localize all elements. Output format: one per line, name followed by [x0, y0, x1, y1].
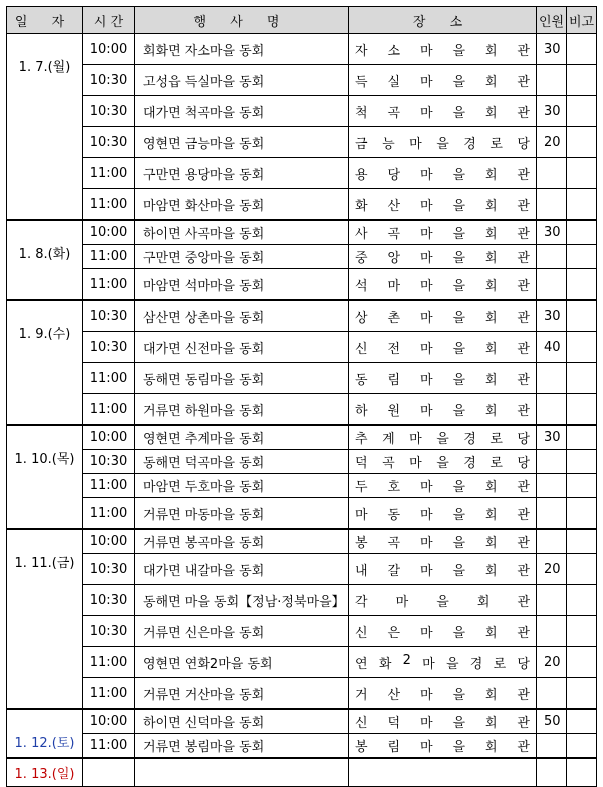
count-cell: [537, 269, 567, 301]
place-cell: [349, 554, 537, 585]
place-text: 사 곡 마 을 회 관: [355, 227, 530, 242]
table-row: [7, 158, 597, 189]
place-cell: [349, 647, 537, 678]
time-cell: 10:30: [83, 65, 135, 96]
note-cell: [567, 474, 597, 498]
table-row: [7, 758, 597, 787]
event-cell: 동해면 마을 동회【정남·정북마을】: [135, 585, 349, 616]
note-cell: [567, 529, 597, 554]
note-cell: [567, 127, 597, 158]
header-row: [7, 7, 597, 34]
count-cell: [537, 189, 567, 221]
time-cell: 11:00: [83, 269, 135, 301]
place-cell: [349, 363, 537, 394]
event-cell: 대가면 척곡마을 동회: [135, 96, 349, 127]
place-cell: [349, 189, 537, 221]
note-cell: [567, 647, 597, 678]
place-cell: [349, 245, 537, 269]
note-cell: [567, 616, 597, 647]
table-row: [7, 300, 597, 332]
date-cell: 1. 13.(일): [7, 758, 83, 787]
time-cell: 10:30: [83, 332, 135, 363]
count-cell: [537, 498, 567, 530]
event-cell: 동해면 동림마을 동회: [135, 363, 349, 394]
time-cell: 10:30: [83, 450, 135, 474]
place-cell: [349, 300, 537, 332]
count-cell: 30: [537, 34, 567, 65]
note-cell: [567, 498, 597, 530]
event-cell: 고성읍 득실마을 동회: [135, 65, 349, 96]
table-row: [7, 734, 597, 759]
place-cell: [349, 127, 537, 158]
count-cell: [537, 734, 567, 759]
time-cell: 11:00: [83, 158, 135, 189]
place-cell: [349, 474, 537, 498]
place-cell: [349, 332, 537, 363]
place-cell: [349, 529, 537, 554]
place-text: 동 림 마 을 회 관: [355, 372, 530, 388]
note-cell: [567, 189, 597, 221]
place-cell: [349, 450, 537, 474]
note-cell: [567, 269, 597, 301]
time-cell: 11:00: [83, 647, 135, 678]
schedule-table: [6, 6, 597, 787]
place-cell: [349, 585, 537, 616]
place-text: 하 원 마 을 회 관: [355, 403, 530, 419]
note-cell: [567, 363, 597, 394]
place-text: 중 앙 마 을 회 관: [355, 251, 530, 266]
count-cell: 30: [537, 96, 567, 127]
count-cell: 20: [537, 647, 567, 678]
count-cell: [537, 245, 567, 269]
time-cell: 10:30: [83, 300, 135, 332]
count-cell: [537, 616, 567, 647]
note-cell: [567, 394, 597, 426]
count-cell: 30: [537, 425, 567, 450]
place-text: 용 당 마 을 회 관: [355, 167, 530, 183]
time-cell: 11:00: [83, 734, 135, 759]
time-cell: 10:30: [83, 554, 135, 585]
table-row: [7, 474, 597, 498]
table-row: [7, 529, 597, 554]
time-cell: 11:00: [83, 245, 135, 269]
place-text: 추 계 마 을 경 로 당: [355, 432, 530, 447]
place-text: 화 산 마 을 회 관: [355, 198, 530, 214]
event-cell: 거류면 봉곡마을 동회: [135, 529, 349, 554]
table-row: [7, 709, 597, 734]
header-event: 행 사 명: [135, 7, 349, 34]
note-cell: [567, 425, 597, 450]
table-row: [7, 363, 597, 394]
place-cell: [349, 498, 537, 530]
place-cell: [349, 734, 537, 759]
note-cell: [567, 554, 597, 585]
event-cell: 대가면 내갈마을 동회: [135, 554, 349, 585]
event-cell: 대가면 신전마을 동회: [135, 332, 349, 363]
header-date: 일 자: [7, 7, 83, 34]
time-cell: 11:00: [83, 189, 135, 221]
place-text: 상 촌 마 을 회 관: [355, 310, 530, 326]
note-cell: [567, 734, 597, 759]
table-row: [7, 394, 597, 426]
table-row: [7, 616, 597, 647]
note-cell: [567, 220, 597, 245]
event-cell: 거류면 거산마을 동회: [135, 678, 349, 710]
table-row: [7, 332, 597, 363]
time-cell: 10:00: [83, 425, 135, 450]
place-cell: [349, 34, 537, 65]
event-cell: 영현면 추계마을 동회: [135, 425, 349, 450]
count-cell: 50: [537, 709, 567, 734]
count-cell: [537, 158, 567, 189]
place-text: 각 마 을 회 관: [355, 594, 530, 610]
time-cell: 11:00: [83, 363, 135, 394]
note-cell: [567, 758, 597, 787]
note-cell: [567, 158, 597, 189]
event-cell: 하이면 사곡마을 동회: [135, 220, 349, 245]
place-text: 척 곡 마 을 회 관: [355, 105, 530, 121]
place-text: 득 실 마 을 회 관: [355, 74, 530, 90]
time-cell: 10:30: [83, 616, 135, 647]
place-text: 내 갈 마 을 회 관: [355, 563, 530, 579]
table-row: [7, 585, 597, 616]
time-cell: 11:00: [83, 474, 135, 498]
place-text: 신 전 마 을 회 관: [355, 341, 530, 357]
event-cell: 하이면 신덕마을 동회: [135, 709, 349, 734]
place-text: 두 호 마 을 회 관: [355, 480, 530, 495]
place-cell: [349, 65, 537, 96]
note-cell: [567, 245, 597, 269]
count-cell: 30: [537, 300, 567, 332]
table-row: [7, 678, 597, 710]
place-text: 연 화 2 마 을 경 로 당: [355, 652, 530, 672]
count-cell: [537, 394, 567, 426]
count-cell: 20: [537, 127, 567, 158]
place-cell: [349, 269, 537, 301]
time-cell: 10:00: [83, 709, 135, 734]
table-row: [7, 96, 597, 127]
date-cell: 1. 9.(수): [7, 300, 83, 425]
note-cell: [567, 585, 597, 616]
place-text: 봉 곡 마 을 회 관: [355, 536, 530, 551]
place-cell: [349, 425, 537, 450]
note-cell: [567, 678, 597, 710]
event-cell: 마암면 석마마을 동회: [135, 269, 349, 301]
place-text: 금 능 마 을 경 로 당: [355, 136, 530, 152]
count-cell: [537, 450, 567, 474]
time-cell: 11:00: [83, 678, 135, 710]
table-row: [7, 425, 597, 450]
event-cell: [135, 758, 349, 787]
time-cell: [83, 758, 135, 787]
date-cell: 1. 11.(금): [7, 529, 83, 709]
event-cell: 영현면 연화2마을 동회: [135, 647, 349, 678]
time-cell: 10:00: [83, 220, 135, 245]
note-cell: [567, 300, 597, 332]
count-cell: [537, 585, 567, 616]
place-text: 신 은 마 을 회 관: [355, 625, 530, 641]
place-text: 자 소 마 을 회 관: [355, 43, 530, 59]
event-cell: 구만면 용당마을 동회: [135, 158, 349, 189]
count-cell: [537, 474, 567, 498]
event-cell: 영현면 금능마을 동회: [135, 127, 349, 158]
event-cell: 회화면 자소마을 동회: [135, 34, 349, 65]
header-count: 인원: [537, 7, 567, 34]
header-place: 장 소: [349, 7, 537, 34]
note-cell: [567, 96, 597, 127]
table-row: [7, 554, 597, 585]
table-row: [7, 65, 597, 96]
place-cell: [349, 678, 537, 710]
count-cell: [537, 363, 567, 394]
schedule-body: [7, 34, 597, 787]
count-cell: [537, 758, 567, 787]
place-text: 덕 곡 마 을 경 로 당: [355, 456, 530, 471]
place-cell: [349, 158, 537, 189]
event-cell: 거류면 마동마을 동회: [135, 498, 349, 530]
time-cell: 11:00: [83, 498, 135, 530]
note-cell: [567, 34, 597, 65]
table-row: [7, 189, 597, 221]
place-cell: [349, 96, 537, 127]
place-cell: [349, 220, 537, 245]
note-cell: [567, 709, 597, 734]
place-text: 마 동 마 을 회 관: [355, 507, 530, 523]
table-row: [7, 498, 597, 530]
event-cell: 동해면 덕곡마을 동회: [135, 450, 349, 474]
table-row: [7, 647, 597, 678]
place-cell: [349, 394, 537, 426]
event-cell: 마암면 화산마을 동회: [135, 189, 349, 221]
count-cell: 40: [537, 332, 567, 363]
event-cell: 삼산면 상촌마을 동회: [135, 300, 349, 332]
table-row: [7, 450, 597, 474]
table-row: [7, 34, 597, 65]
event-cell: 구만면 중앙마을 동회: [135, 245, 349, 269]
count-cell: 20: [537, 554, 567, 585]
note-cell: [567, 65, 597, 96]
place-text: 신 덕 마 을 회 관: [355, 716, 530, 731]
place-text: 석 마 마 을 회 관: [355, 278, 530, 294]
place-text: 거 산 마 을 회 관: [355, 687, 530, 703]
header-note: 비고: [567, 7, 597, 34]
date-cell: 1. 10.(목): [7, 425, 83, 529]
date-cell: 1. 7.(월): [7, 34, 83, 221]
table-row: [7, 220, 597, 245]
count-cell: [537, 678, 567, 710]
table-row: [7, 269, 597, 301]
event-cell: 거류면 하원마을 동회: [135, 394, 349, 426]
schedule-sheet: [6, 6, 596, 787]
table-row: [7, 245, 597, 269]
event-cell: 마암면 두호마을 동회: [135, 474, 349, 498]
place-cell: [349, 709, 537, 734]
count-cell: [537, 65, 567, 96]
time-cell: 11:00: [83, 394, 135, 426]
time-cell: 10:30: [83, 127, 135, 158]
event-cell: 거류면 봉림마을 동회: [135, 734, 349, 759]
time-cell: 10:30: [83, 585, 135, 616]
count-cell: [537, 529, 567, 554]
table-row: [7, 127, 597, 158]
header-time: 시 간: [83, 7, 135, 34]
place-text: 봉 림 마 을 회 관: [355, 740, 530, 755]
note-cell: [567, 450, 597, 474]
date-cell: 1. 8.(화): [7, 220, 83, 300]
time-cell: 10:30: [83, 96, 135, 127]
place-cell: [349, 758, 537, 787]
note-cell: [567, 332, 597, 363]
place-cell: [349, 616, 537, 647]
count-cell: 30: [537, 220, 567, 245]
time-cell: 10:00: [83, 529, 135, 554]
date-cell: 1. 12.(토): [7, 709, 83, 758]
time-cell: 10:00: [83, 34, 135, 65]
event-cell: 거류면 신은마을 동회: [135, 616, 349, 647]
